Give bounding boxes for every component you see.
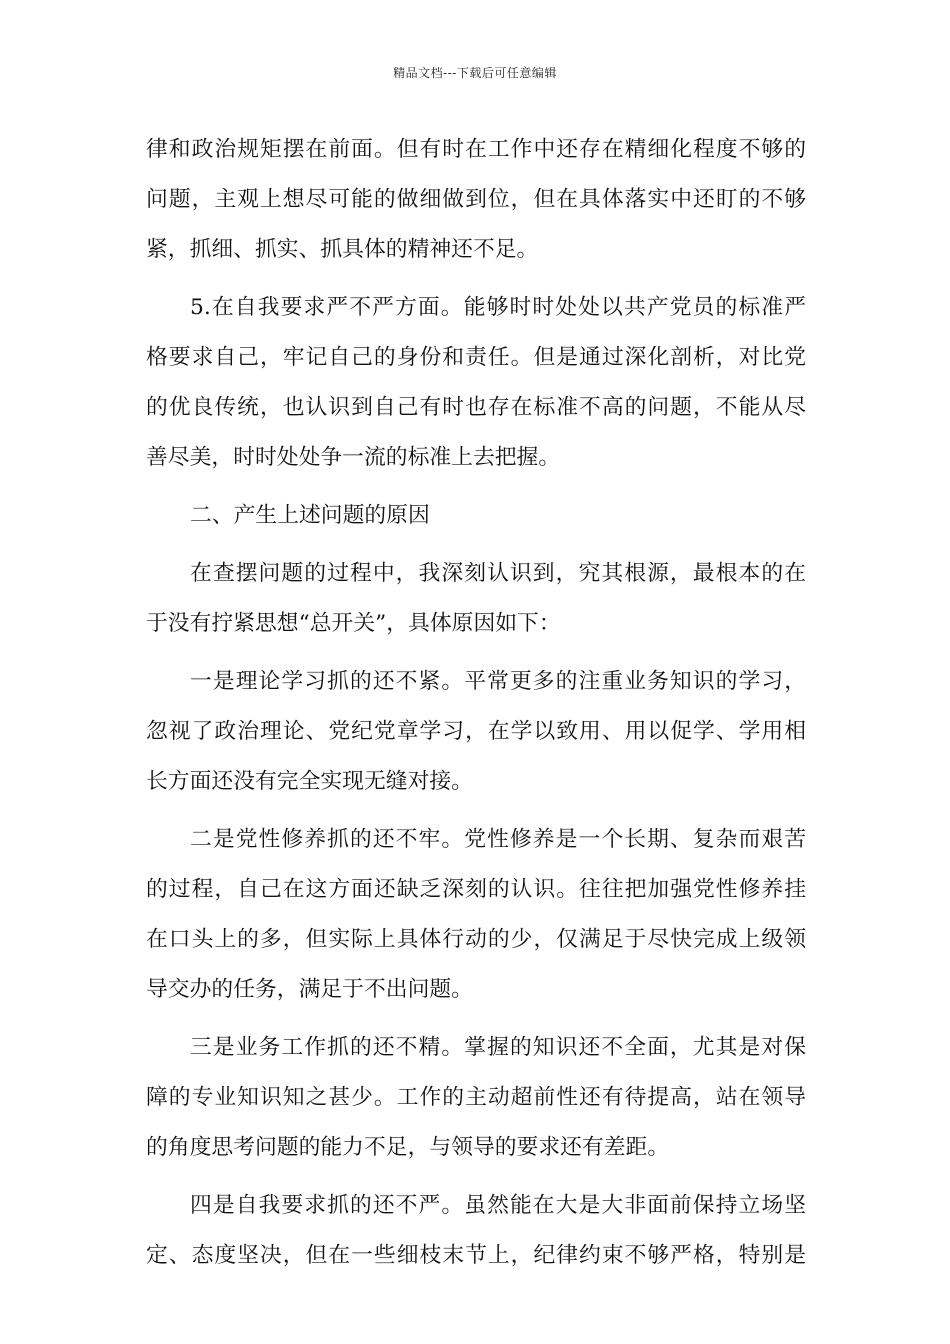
text-line: 律和政治规矩摆在前面。但有时在工作中还存在精细化程度不够的 — [146, 137, 806, 162]
text-line: 的优良传统，也认识到自己有时也存在标准不高的问题，不能从尽 — [146, 395, 806, 420]
paragraph-first-line: 5.在自我要求严不严方面。能够时时处处以共产党员的标准严 — [190, 295, 806, 320]
paragraph-first-line: 二是党性修养抓的还不牢。党性修养是一个长期、复杂而艰苦 — [190, 827, 806, 852]
text-line: 导交办的任务，满足于不出问题。 — [146, 977, 473, 1002]
page-header: 精品文档---下载后可任意编辑 — [393, 66, 557, 80]
paragraph-first-line: 四是自我要求抓的还不严。虽然能在大是大非面前保持立场坚 — [190, 1193, 806, 1218]
text-line: 忽视了政治理论、党纪党章学习，在学以致用、用以促学、学用相 — [146, 719, 806, 744]
text-line: 在口头上的多，但实际上具体行动的少，仅满足于尽快完成上级领 — [146, 927, 806, 952]
text-line: 问题，主观上想尽可能的做细做到位，但在具体落实中还盯的不够 — [146, 187, 806, 212]
paragraph-first-line: 一是理论学习抓的还不紧。平常更多的注重业务知识的学习， — [190, 669, 806, 694]
text-line: 的角度思考问题的能力不足，与领导的要求还有差距。 — [146, 1135, 670, 1160]
document-body — [146, 125, 806, 1281]
section-heading: 二、产生上述问题的原因 — [190, 503, 430, 528]
paragraph-first-line: 三是业务工作抓的还不精。掌握的知识还不全面，尤其是对保 — [190, 1035, 806, 1060]
text-line: 定、态度坚决，但在一些细枝末节上，纪律约束不够严格，特别是 — [146, 1243, 806, 1268]
text-line: 善尽美，时时处处争一流的标准上去把握。 — [146, 445, 561, 470]
text-line: 格要求自己，牢记自己的身份和责任。但是通过深化剖析，对比党 — [146, 345, 806, 370]
text-line: 的过程，自己在这方面还缺乏深刻的认识。往往把加强党性修养挂 — [146, 877, 806, 902]
text-line: 于没有拧紧思想“总开关”，具体原因如下： — [146, 611, 561, 636]
text-line: 长方面还没有完全实现无缝对接。 — [146, 769, 473, 794]
paragraph-first-line: 在查摆问题的过程中，我深刻认识到，究其根源，最根本的在 — [190, 561, 806, 586]
text-line: 紧，抓细、抓实、抓具体的精神还不足。 — [146, 237, 539, 262]
text-line: 障的专业知识知之甚少。工作的主动超前性还有待提高，站在领导 — [146, 1085, 806, 1110]
